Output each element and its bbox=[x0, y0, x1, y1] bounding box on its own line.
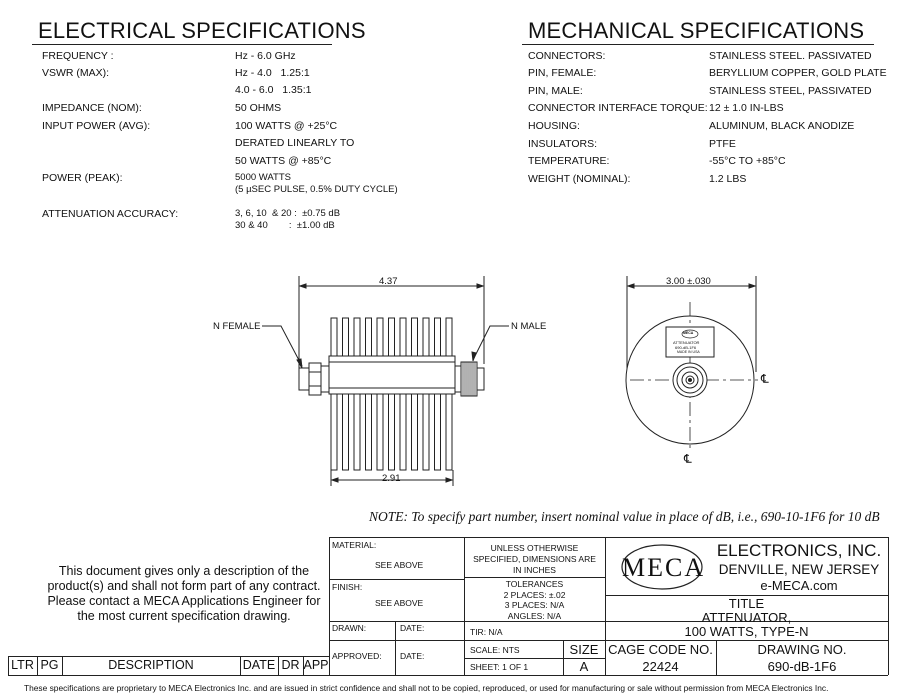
rev-dr: DR bbox=[281, 658, 300, 672]
spec-value: 50 OHMS bbox=[235, 102, 282, 114]
rev-date: DATE bbox=[242, 658, 276, 672]
spec-value: STAINLESS STEEL. PASSIVATED bbox=[709, 50, 872, 62]
plate-text: MADE IN USA bbox=[677, 350, 700, 354]
spec-value: STAINLESS STEEL, PASSIVATED bbox=[709, 85, 872, 97]
spec-value: DERATED LINEARLY TO bbox=[235, 137, 355, 149]
disclaimer: This document gives only a description of the product(s) and shall not form part of any contract. Please contact a MECA Applications Engineer for the most current specification drawing. bbox=[47, 564, 321, 623]
spec-value: 3, 6, 10 & 20 : ±0.75 dB bbox=[235, 208, 341, 219]
centerline-horizontal: ℄ bbox=[761, 372, 769, 386]
plate-text: ATTENUATOR bbox=[673, 340, 700, 345]
title-line2: 100 WATTS, TYPE-N bbox=[684, 624, 809, 639]
company-name: ELECTRONICS, INC. bbox=[716, 541, 882, 560]
spec-label: ATTENUATION ACCURACY: bbox=[42, 208, 179, 220]
spec-label: TEMPERATURE: bbox=[528, 155, 610, 167]
drawing-label: DRAWING NO. bbox=[757, 642, 847, 657]
label-male: N MALE bbox=[511, 321, 547, 332]
spec-value: BERYLLIUM COPPER, GOLD PLATE bbox=[709, 67, 887, 79]
rev-pg: PG bbox=[40, 658, 59, 672]
cage-value: 22424 bbox=[642, 659, 679, 674]
spec-label: VSWR (MAX): bbox=[42, 67, 110, 79]
spec-value: 100 WATTS @ +25°C bbox=[235, 120, 338, 132]
spec-label: INSULATORS: bbox=[528, 138, 598, 150]
approved-label: APPROVED: bbox=[332, 651, 382, 661]
tir: TIR: N/A bbox=[470, 627, 503, 637]
spec-value: -55°C TO +85°C bbox=[709, 155, 786, 167]
rev-description: DESCRIPTION bbox=[108, 658, 194, 672]
size-value: A bbox=[579, 659, 589, 674]
end-view-drawing bbox=[626, 276, 758, 450]
spec-label: CONNECTOR INTERFACE TORQUE: bbox=[528, 102, 708, 114]
tolerances: TOLERANCES 2 PLACES: ±.02 3 PLACES: N/A ANGLES: N/A bbox=[503, 579, 566, 621]
spec-value: 30 & 40 : ±1.00 dB bbox=[235, 220, 335, 231]
title-line1: ATTENUATOR, bbox=[701, 610, 792, 625]
spec-value: 4.0 - 6.0 1.35:1 bbox=[235, 84, 312, 96]
spec-value: PTFE bbox=[709, 138, 736, 150]
plate-text: 690-dB-1F6 bbox=[675, 345, 697, 350]
spec-value: Hz - 6.0 GHz bbox=[235, 50, 296, 62]
footer-disclaimer: These specifications are proprietary to MECA Electronics Inc. and are issued in strict confidence and shall not to be copied, reproduced, or used for manufacturing or sale without permission from MECA Electronics Inc. bbox=[24, 683, 829, 693]
spec-label: POWER (PEAK): bbox=[42, 172, 123, 184]
spec-label: PIN, MALE: bbox=[528, 85, 583, 97]
dim-overall: 4.37 bbox=[379, 276, 398, 287]
mechanical-title: MECHANICAL SPECIFICATIONS bbox=[528, 18, 865, 43]
finish-label: FINISH: bbox=[332, 582, 363, 592]
part-number-note: NOTE: To specify part number, insert nominal value in place of dB, i.e., 690-10-1F6 for 10 dB bbox=[369, 509, 880, 524]
spec-label: IMPEDANCE (NOM): bbox=[42, 102, 142, 114]
plate-logo: MECA bbox=[683, 331, 694, 335]
spec-label: HOUSING: bbox=[528, 120, 580, 132]
sheet: SHEET: 1 OF 1 bbox=[470, 662, 529, 672]
spec-label: INPUT POWER (AVG): bbox=[42, 120, 151, 132]
company-logo: MECA bbox=[622, 553, 706, 582]
centerline-vertical: ℄ bbox=[684, 452, 692, 466]
company-city: DENVILLE, NEW JERSEY bbox=[718, 562, 880, 577]
spec-value: Hz - 4.0 1.25:1 bbox=[235, 67, 310, 79]
title-label: TITLE bbox=[728, 596, 765, 611]
drawing-value: 690-dB-1F6 bbox=[767, 659, 837, 674]
spec-label: PIN, FEMALE: bbox=[528, 67, 597, 79]
side-view-drawing bbox=[262, 276, 509, 486]
dim-body: 2.91 bbox=[382, 473, 401, 484]
units-note: UNLESS OTHERWISE SPECIFIED, DIMENSIONS ARE IN INCHES bbox=[473, 543, 596, 575]
electrical-title: ELECTRICAL SPECIFICATIONS bbox=[38, 18, 366, 43]
label-female: N FEMALE bbox=[213, 321, 261, 332]
scale: SCALE: NTS bbox=[470, 645, 520, 655]
spec-label: WEIGHT (NOMINAL): bbox=[528, 173, 631, 185]
spec-label: FREQUENCY : bbox=[42, 50, 114, 62]
material-value: SEE ABOVE bbox=[375, 560, 424, 570]
size-label: SIZE bbox=[569, 642, 599, 657]
date-label: DATE: bbox=[400, 651, 425, 661]
material-label: MATERIAL: bbox=[332, 540, 377, 550]
rev-ltr: LTR bbox=[11, 658, 34, 672]
spec-value: 50 WATTS @ +85°C bbox=[235, 155, 332, 167]
spec-value: 5000 WATTS bbox=[235, 172, 291, 183]
spec-value: (5 µSEC PULSE, 0.5% DUTY CYCLE) bbox=[235, 184, 398, 195]
cage-label: CAGE CODE NO. bbox=[608, 642, 713, 657]
rev-app: APP bbox=[303, 658, 329, 672]
company-web: e-MECA.com bbox=[760, 578, 838, 593]
spec-value: 1.2 LBS bbox=[709, 173, 747, 185]
dim-diameter: 3.00 ±.030 bbox=[666, 276, 711, 287]
spec-label: CONNECTORS: bbox=[528, 50, 606, 62]
spec-value: 12 ± 1.0 IN-LBS bbox=[709, 102, 784, 114]
finish-value: SEE ABOVE bbox=[375, 598, 424, 608]
drawn-label: DRAWN: bbox=[332, 623, 367, 633]
date-label: DATE: bbox=[400, 623, 425, 633]
spec-value: ALUMINUM, BLACK ANODIZE bbox=[709, 120, 855, 132]
